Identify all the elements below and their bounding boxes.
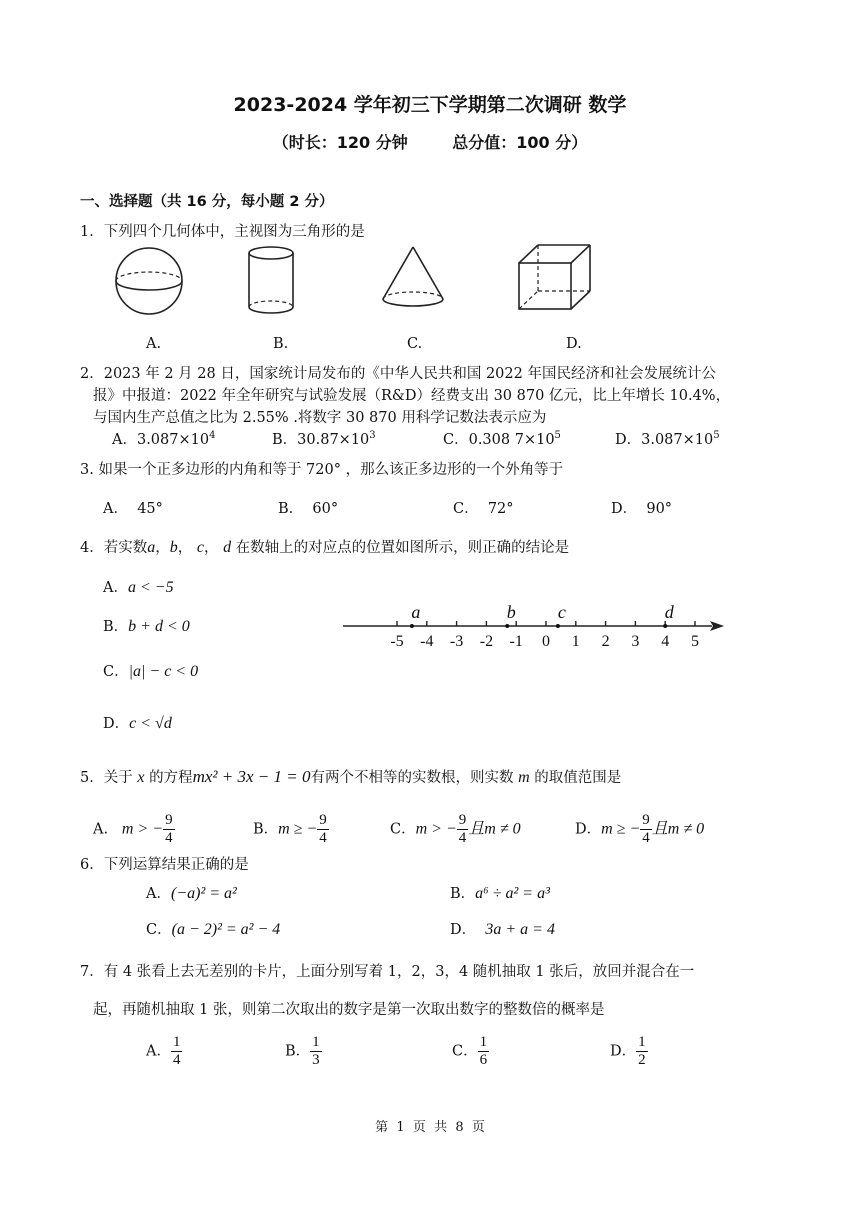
tick-label: -3 [449, 633, 464, 650]
q5-option-c: C．m > − $\frac{9}{4}$ 且m ≠ 0 [390, 812, 521, 846]
question-1-stem: 1．下列四个几何体中，主视图为三角形的是 [80, 224, 365, 240]
q6-option-d: D． 3a + a = 4 [450, 921, 555, 938]
point-d [663, 624, 667, 628]
question-7-line-2: 起，再随机抽取 1 张，则第二次取出的数字是第一次取出数字的整数倍的概率是 [93, 1002, 605, 1018]
q5-option-d: D．m ≥ − $\frac{9}{4}$ 且m ≠ 0 [575, 812, 705, 846]
q1-option-b: B. [273, 336, 289, 352]
q4-option-c: C．|a| − c < 0 [103, 663, 199, 680]
tick-label: 4 [661, 633, 670, 650]
tick-label: 2 [601, 633, 610, 650]
question-7-line-1: 7．有 4 张看上去无差别的卡片，上面分别写着 1，2，3，4 随机抽取 1 张后，放回并混合在一 [80, 964, 695, 980]
question-5-stem: 5．关于 x 的方程mx² + 3x − 1 = 0有两个不相等的实数根，则实数 m 的取值范围是 [80, 767, 622, 786]
tick-label: -4 [420, 633, 434, 650]
q3-option-a: A． 45° [103, 501, 163, 517]
question-2-line-3: 与国内生产总值之比为 2.55% .将数字 30 870 用科学记数法表示应为 [93, 410, 547, 426]
q6-option-b: B．a⁶ ÷ a² = a³ [450, 885, 550, 902]
question-3-stem: 3. 如果一个正多边形的内角和等于 720° ，那么该正多边形的一个外角等于 [80, 462, 564, 478]
tick-label: 5 [691, 633, 699, 650]
q2-option-b: B．$30.87\times 10^3$ [272, 430, 376, 448]
sphere-icon [113, 245, 185, 317]
q5-option-b: B．m ≥ − $\frac{9}{4}$ [253, 812, 327, 846]
q3-option-d: D． 90° [611, 501, 673, 517]
page-title: 2023-2024 学年初三下学期第二次调研 数学 [233, 94, 627, 116]
point-label-c: c [557, 602, 566, 622]
q4-option-b: B．b + d < 0 [103, 618, 190, 635]
point-c [556, 624, 560, 628]
section-heading: 一、选择题（共 16 分，每小题 2 分） [80, 194, 334, 210]
point-label-b: b [506, 602, 516, 622]
q4-option-a: A．a < −5 [103, 579, 174, 596]
q2-option-a: A．$3.087\times 10^4$ [112, 430, 216, 448]
point-a [410, 624, 414, 628]
q6-option-a: A．(−a)² = a² [146, 885, 237, 902]
q7-option-d: D． $\frac{1}{2}$ [610, 1034, 646, 1068]
q7-option-a: A． $\frac{1}{4}$ [146, 1034, 181, 1068]
tick-label: -2 [479, 633, 494, 650]
q2-option-c: C．0.308 $7\times 10^5$ [443, 430, 561, 448]
q1-option-d: D. [566, 336, 582, 352]
cone-icon [380, 245, 446, 309]
q5-option-a: A. m > − $\frac{9}{4}$ [93, 812, 173, 846]
question-2-line-1: 2．2023 年 2 月 28 日，国家统计局发布的《中华人民共和国 2022 年国民经济和社会发展统计公 [80, 366, 716, 382]
q1-option-a: A. [146, 336, 162, 352]
cylinder-icon [246, 245, 296, 317]
q3-option-b: B． 60° [278, 501, 339, 517]
tick-label: 3 [631, 633, 640, 650]
page-number: 第 1 页 共 8 页 [375, 1120, 485, 1135]
question-4-stem: 4．若实数a，b， c， d 在数轴上的对应点的位置如图所示，则正确的结论是 [80, 539, 570, 556]
q7-option-b: B． $\frac{1}{3}$ [285, 1034, 320, 1068]
tick-label: 1 [571, 633, 580, 650]
q6-option-c: C．(a − 2)² = a² − 4 [146, 921, 281, 938]
tick-label: -1 [509, 633, 523, 650]
tick-label: -5 [390, 633, 404, 650]
point-label-a: a [411, 602, 421, 622]
point-label-d: d [664, 602, 674, 622]
q7-option-c: C． $\frac{1}{6}$ [452, 1034, 488, 1068]
q1-option-c: C. [407, 336, 423, 352]
q2-option-d: D．$3.087\times 10^5$ [615, 430, 720, 448]
number-line [340, 595, 730, 665]
point-b [505, 624, 509, 628]
q3-option-c: C． 72° [453, 501, 514, 517]
question-6-stem: 6．下列运算结果正确的是 [80, 857, 249, 873]
tick-label: 0 [542, 633, 550, 650]
q4-option-d: D．c < √d [103, 715, 172, 732]
cube-icon [516, 243, 592, 311]
arrow-right-icon [710, 621, 724, 631]
question-2-line-2: 报》中报道：2022 年全年研究与试验发展（R&D）经费支出 30 870 亿元，比上年增长 10.4%， [93, 388, 731, 404]
page-subtitle: （时长：120 分钟 总分值：100 分） [272, 133, 588, 152]
